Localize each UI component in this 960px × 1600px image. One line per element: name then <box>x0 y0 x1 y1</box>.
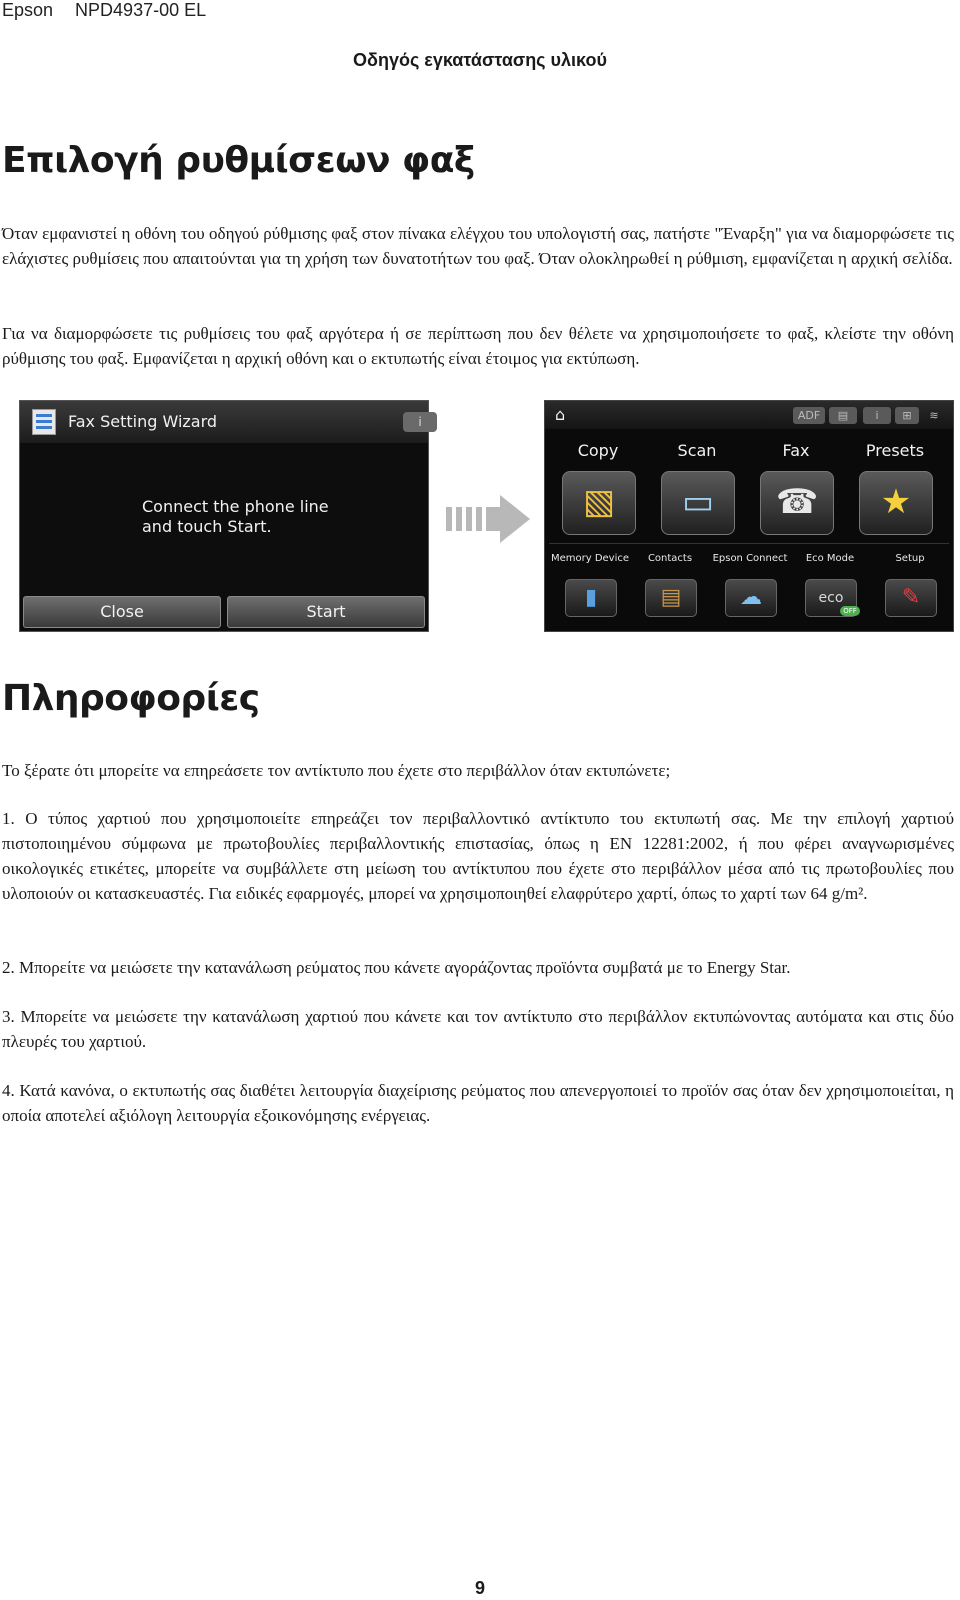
presets-tile[interactable] <box>859 471 933 535</box>
printer-home-screen <box>544 400 954 632</box>
info-heading: Πληροφορίες <box>2 678 260 719</box>
memory-device-button[interactable] <box>565 579 617 617</box>
start-button[interactable]: Start <box>227 596 425 628</box>
info-status-icon[interactable]: i <box>863 407 891 424</box>
transition-arrow-icon <box>446 495 532 543</box>
scan-tile[interactable] <box>661 471 735 535</box>
contacts-button[interactable] <box>645 579 697 617</box>
tab-presets[interactable]: Presets <box>865 441 925 460</box>
fax-machine-icon: ☎ <box>775 482 819 522</box>
eco-icon: eco <box>818 590 844 606</box>
menu-label-contacts: Contacts <box>647 553 693 564</box>
usb-icon: ▮ <box>584 585 598 610</box>
info-item-1: 1. Ο τύπος χαρτιού που χρησιμοποιείτε επηρεάζει τον περιβαλλοντικό αντίκτυπο του εκτυπωτή σας. Με την επιλογή χαρτιού πιστοποιημένου σύμφωνα με πρωτοβουλίες περιβαλλοντικής επιστασίας, όπως η EN 12281:2002, ή που φέρει αναγνωρισμένες οικολογικές ετικέτες, μπορείτε να συμβάλλετε στη μείωση του αντίκτυπου που έχετε στο περιβάλλον μέσα από τις πρωτοβουλίες που υλοποιούν οι κατασκευαστές. Για ειδικές εφαρμογές, μπορεί να χρησιμοποιηθεί ελαφρύτερο χαρτί, όπως το χαρτί των 64 g/m². <box>2 809 954 903</box>
info-icon[interactable]: i <box>403 412 437 432</box>
wifi-status-icon: ≋ <box>929 409 939 422</box>
tab-fax[interactable]: Fax <box>782 441 810 460</box>
wizard-message-line-1: Connect the phone line <box>142 497 329 516</box>
menu-divider <box>549 543 949 544</box>
brand-name: Epson <box>2 0 54 20</box>
copy-icon: ▧ <box>582 482 616 522</box>
cloud-icon: ☁ <box>740 585 762 610</box>
home-icon[interactable]: ⌂ <box>555 405 566 424</box>
menu-label-epson-connect: Epson Connect <box>712 553 788 564</box>
epson-connect-button[interactable] <box>725 579 777 617</box>
info-intro: Το ξέρατε ότι μπορείτε να επηρεάσετε τον αντίκτυπο που έχετε στο περιβάλλον όταν εκτυπώνετε; <box>2 761 671 780</box>
menu-label-eco-mode: Eco Mode <box>805 553 855 564</box>
status-bar <box>545 401 953 429</box>
tab-scan[interactable]: Scan <box>677 441 717 460</box>
menu-label-setup: Setup <box>895 553 925 564</box>
info-item-4: 4. Κατά κανόνα, ο εκτυπωτής σας διαθέτει λειτουργία διαχείρισης ρεύματος που απενεργοποιεί το προϊόν σας όταν δεν χρησιμοποιείται, η οποία αποτελεί αξιόλογη λειτουργία εξοικονόμησης ενέργειας. <box>2 1081 954 1125</box>
scanner-icon: ▭ <box>681 482 715 522</box>
tab-copy[interactable]: Copy <box>577 441 619 460</box>
adf-status-icon: ADF <box>793 407 825 424</box>
eco-mode-button[interactable] <box>805 579 857 617</box>
eco-off-badge: OFF <box>840 606 860 616</box>
copy-tile[interactable] <box>562 471 636 535</box>
network-status-icon: ⊞ <box>895 407 919 424</box>
fax-tile[interactable] <box>760 471 834 535</box>
contacts-icon: ▤ <box>660 585 682 610</box>
wizard-title: Fax Setting Wizard <box>68 412 218 431</box>
wizard-message-line-2: and touch Start. <box>142 517 272 536</box>
fax-paragraph-1: Όταν εμφανιστεί η οθόνη του οδηγού ρύθμισης φαξ στον πίνακα ελέγχου του υπολογιστή σας, πατήστε "Έναρξη" για να διαμορφώσετε τις ελάχιστες ρυθμίσεις που απαιτούνται για τη χρήση των δυνατοτήτων του φαξ. Όταν ολοκληρωθεί η ρύθμιση, εμφανίζεται η αρχική σελίδα. <box>2 224 954 268</box>
fax-paragraph-2: Για να διαμορφώσετε τις ρυθμίσεις του φαξ αργότερα ή σε περίπτωση που δεν θέλετε να χρησιμοποιήσετε το φαξ, κλείστε την οθόνη ρύθμισης του φαξ. Εμφανίζεται η αρχική οθόνη και ο εκτυπωτής είναι έτοιμος για εκτύπωση. <box>2 324 954 368</box>
fax-settings-heading: Επιλογή ρυθμίσεων φαξ <box>2 140 475 181</box>
page-number: 9 <box>474 1578 485 1598</box>
star-icon: ★ <box>880 482 912 522</box>
doc-code: NPD4937-00 EL <box>75 0 207 20</box>
menu-label-memory-device: Memory Device <box>550 553 630 564</box>
card-status-icon: ▤ <box>829 407 857 424</box>
wizard-title-bar <box>20 401 428 443</box>
page-header <box>2 0 228 21</box>
info-item-3: 3. Μπορείτε να μειώσετε την κατανάλωση χαρτιού που κάνετε και τον αντίκτυπο στο περιβάλλον εκτυπώνοντας αυτόματα και στις δύο πλευρές του χαρτιού. <box>2 1007 954 1051</box>
setup-button[interactable] <box>885 579 937 617</box>
wizard-message <box>142 497 382 537</box>
tools-icon: ✎ <box>901 585 921 610</box>
fax-wizard-screen <box>19 400 429 632</box>
document-title: Οδηγός εγκατάστασης υλικού <box>353 50 607 70</box>
close-button[interactable]: Close <box>23 596 221 628</box>
wizard-document-icon <box>32 409 56 435</box>
info-item-2: 2. Μπορείτε να μειώσετε την κατανάλωση ρεύματος που κάνετε αγοράζοντας προϊόντα συμβατά με το Energy Star. <box>2 958 791 977</box>
